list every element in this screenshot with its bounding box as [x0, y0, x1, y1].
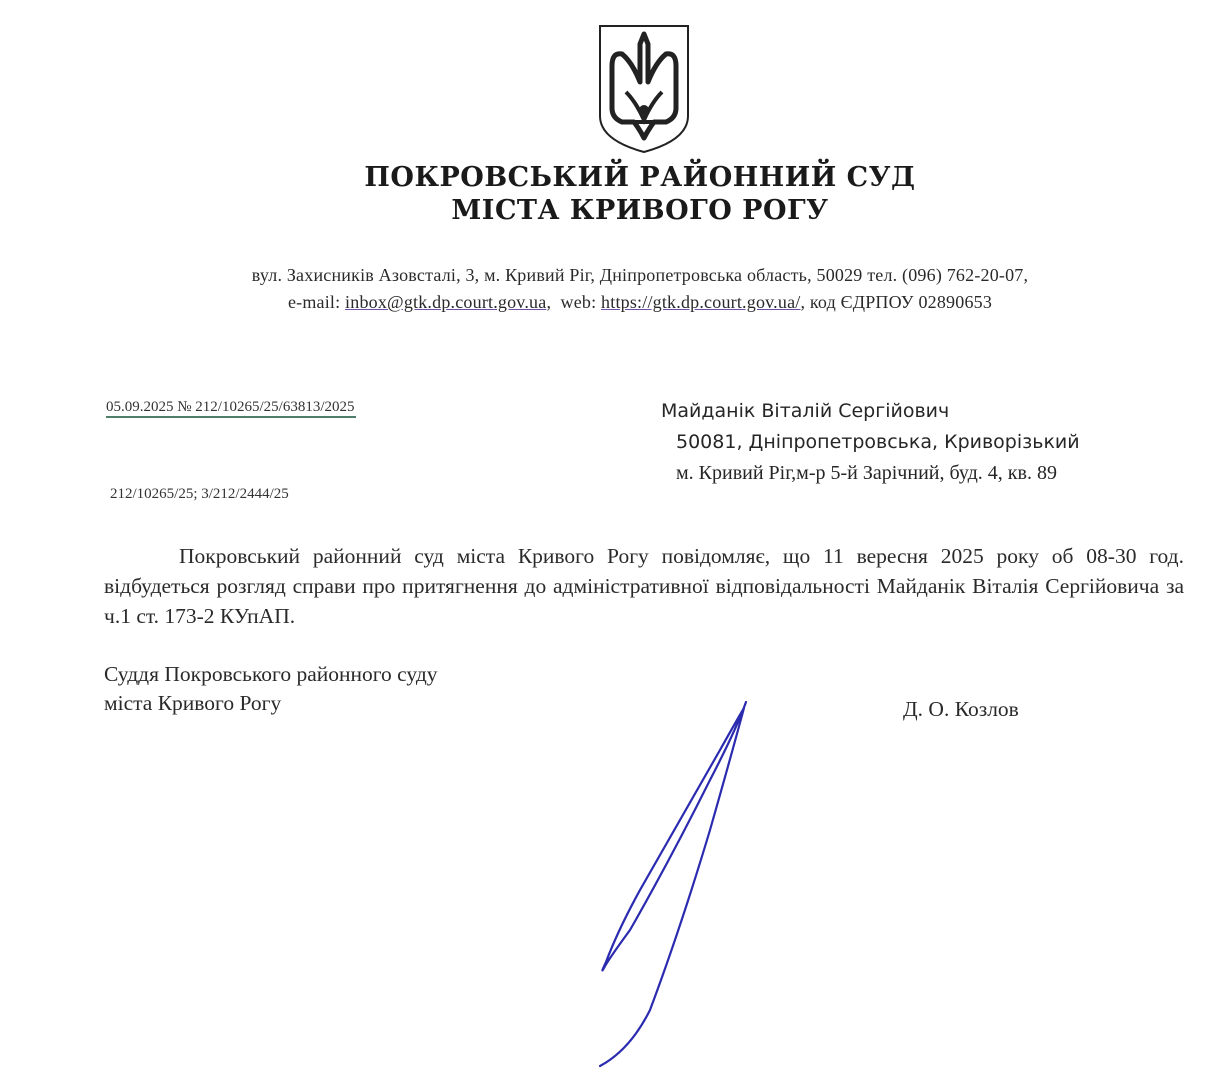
notice-paragraph: Покровський районний суд міста Кривого Рогу повідомляє, що 11 вересня 2025 року об 08-30 год. відбудеться розгляд справи про притягнення до адміністративної відповідальності Майданік Віталія Сергійовича за ч.1 ст. 173-2 КУпАП. — [104, 544, 1184, 628]
recipient-address-line2: м. Кривий Ріг,м-р 5-й Зарічний, буд. 4, кв. 89 — [676, 462, 1057, 484]
email-link[interactable]: inbox@gtk.dp.court.gov.ua — [345, 292, 547, 312]
court-title-city: МІСТА КРИВОГО РОГУ — [451, 195, 829, 226]
recipient-address-line1: 50081, Дніпропетровська, Криворізький — [676, 431, 1080, 453]
judge-name: Д. О. Козлов — [903, 697, 1019, 721]
web-link[interactable]: https://gtk.dp.court.gov.ua/ — [601, 292, 801, 312]
judge-position-line1: Суддя Покровського районного суду — [104, 662, 438, 686]
recipient-name: Майданік Віталій Сергійович — [661, 400, 950, 422]
case-numbers: 212/10265/25; 3/212/2444/25 — [110, 486, 289, 502]
handwritten-signature — [560, 690, 780, 1070]
web-label: web: — [560, 292, 597, 312]
outgoing-number: 05.09.2025 № 212/10265/25/63813/2025 — [106, 398, 356, 418]
court-contacts: e-mail: inbox@gtk.dp.court.gov.ua, web: https://gtk.dp.court.gov.ua/, код ЄДРПОУ 02890653 — [287, 292, 993, 312]
coat-of-arms-icon — [596, 22, 692, 154]
edrpou-code: , код ЄДРПОУ 02890653 — [800, 292, 993, 312]
email-label: e-mail: — [287, 292, 341, 312]
judge-position-line2: міста Кривого Рогу — [104, 691, 282, 715]
court-title: ПОКРОВСЬКИЙ РАЙОННИЙ СУД — [364, 162, 916, 193]
judge-position — [104, 660, 438, 718]
court-address: вул. Захисників Азовсталі, 3, м. Кривий Ріг, Дніпропетровська область, 50029 тел. (096) 762-20-07, — [251, 265, 1029, 285]
recipient-block — [661, 396, 1080, 489]
